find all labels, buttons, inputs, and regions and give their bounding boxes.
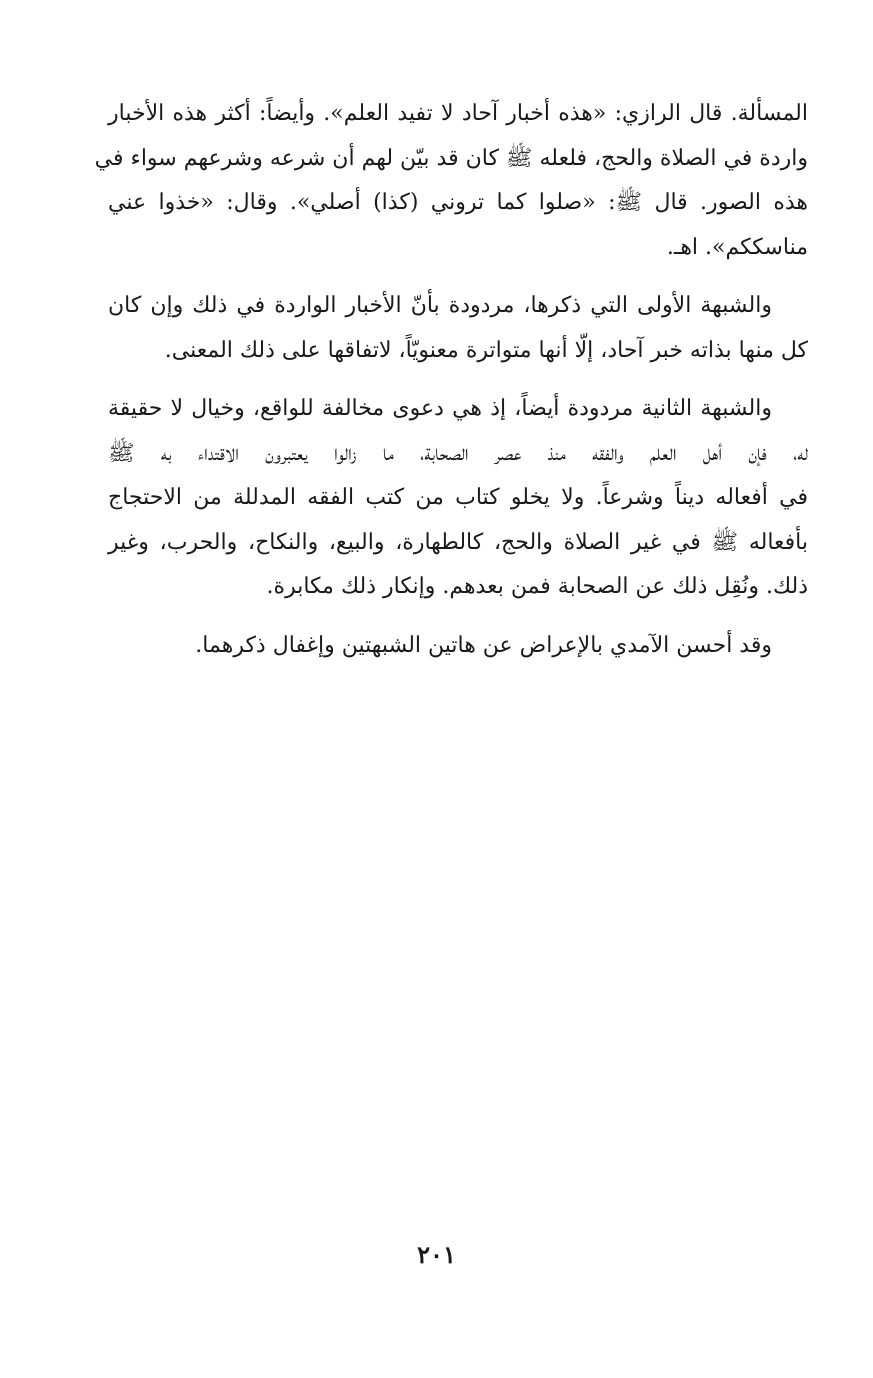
text-line: هذه الصور. قال ﷺ: «صلوا كما تروني (كذا) أصلي». وقال: «خذوا عني <box>108 190 808 215</box>
paragraph-4 <box>108 624 808 669</box>
paragraph-3 <box>108 387 808 610</box>
paragraph-1 <box>94 92 808 270</box>
paragraph-2 <box>108 284 808 373</box>
text-line: والشبهة الثانية مردودة أيضاً، إذ هي دعوى مخالفة للواقع، وخيال لا حقيقة <box>108 396 772 421</box>
page-number: ٢٠١ <box>417 1240 456 1269</box>
text-line: في أفعاله ديناً وشرعاً. ولا يخلو كتاب من كتب الفقه المدللة من الاحتجاج <box>108 485 808 510</box>
text-line: ذلك. ونُقِل ذلك عن الصحابة فمن بعدهم. وإنكار ذلك مكابرة. <box>266 574 808 599</box>
text-line: مناسككم». اهـ. <box>666 234 808 260</box>
text-line: بأفعاله ﷺ في غير الصلاة والحج، كالطهارة، والبيع، والنكاح، والحرب، وغير <box>108 529 808 555</box>
body-text <box>94 92 808 682</box>
text-line: وقد أحسن الآمدي بالإعراض عن هاتين الشبهتين وإغفال ذكرهما. <box>195 632 772 658</box>
text-line: له، فإن أهل العلم والفقه منذ عصر الصحابة، ما زالوا يعتبرون الاقتداء به ﷺ <box>108 440 808 466</box>
text-line: كل منها بذاته خبر آحاد، إلّا أنها متواترة معنويّاً، لاتفاقها على ذلك المعنى. <box>164 337 808 363</box>
text-line: واردة في الصلاة والحج، فلعله ﷺ كان قد بيّن لهم أن شرعه وشرعهم سواء في <box>94 145 808 171</box>
text-line: والشبهة الأولى التي ذكرها، مردودة بأنّ الأخبار الواردة في ذلك وإن كان <box>108 293 772 318</box>
text-line: المسألة. قال الرازي: «هذه أخبار آحاد لا تفيد العلم». وأيضاً: أكثر هذه الأخبار <box>108 101 808 126</box>
